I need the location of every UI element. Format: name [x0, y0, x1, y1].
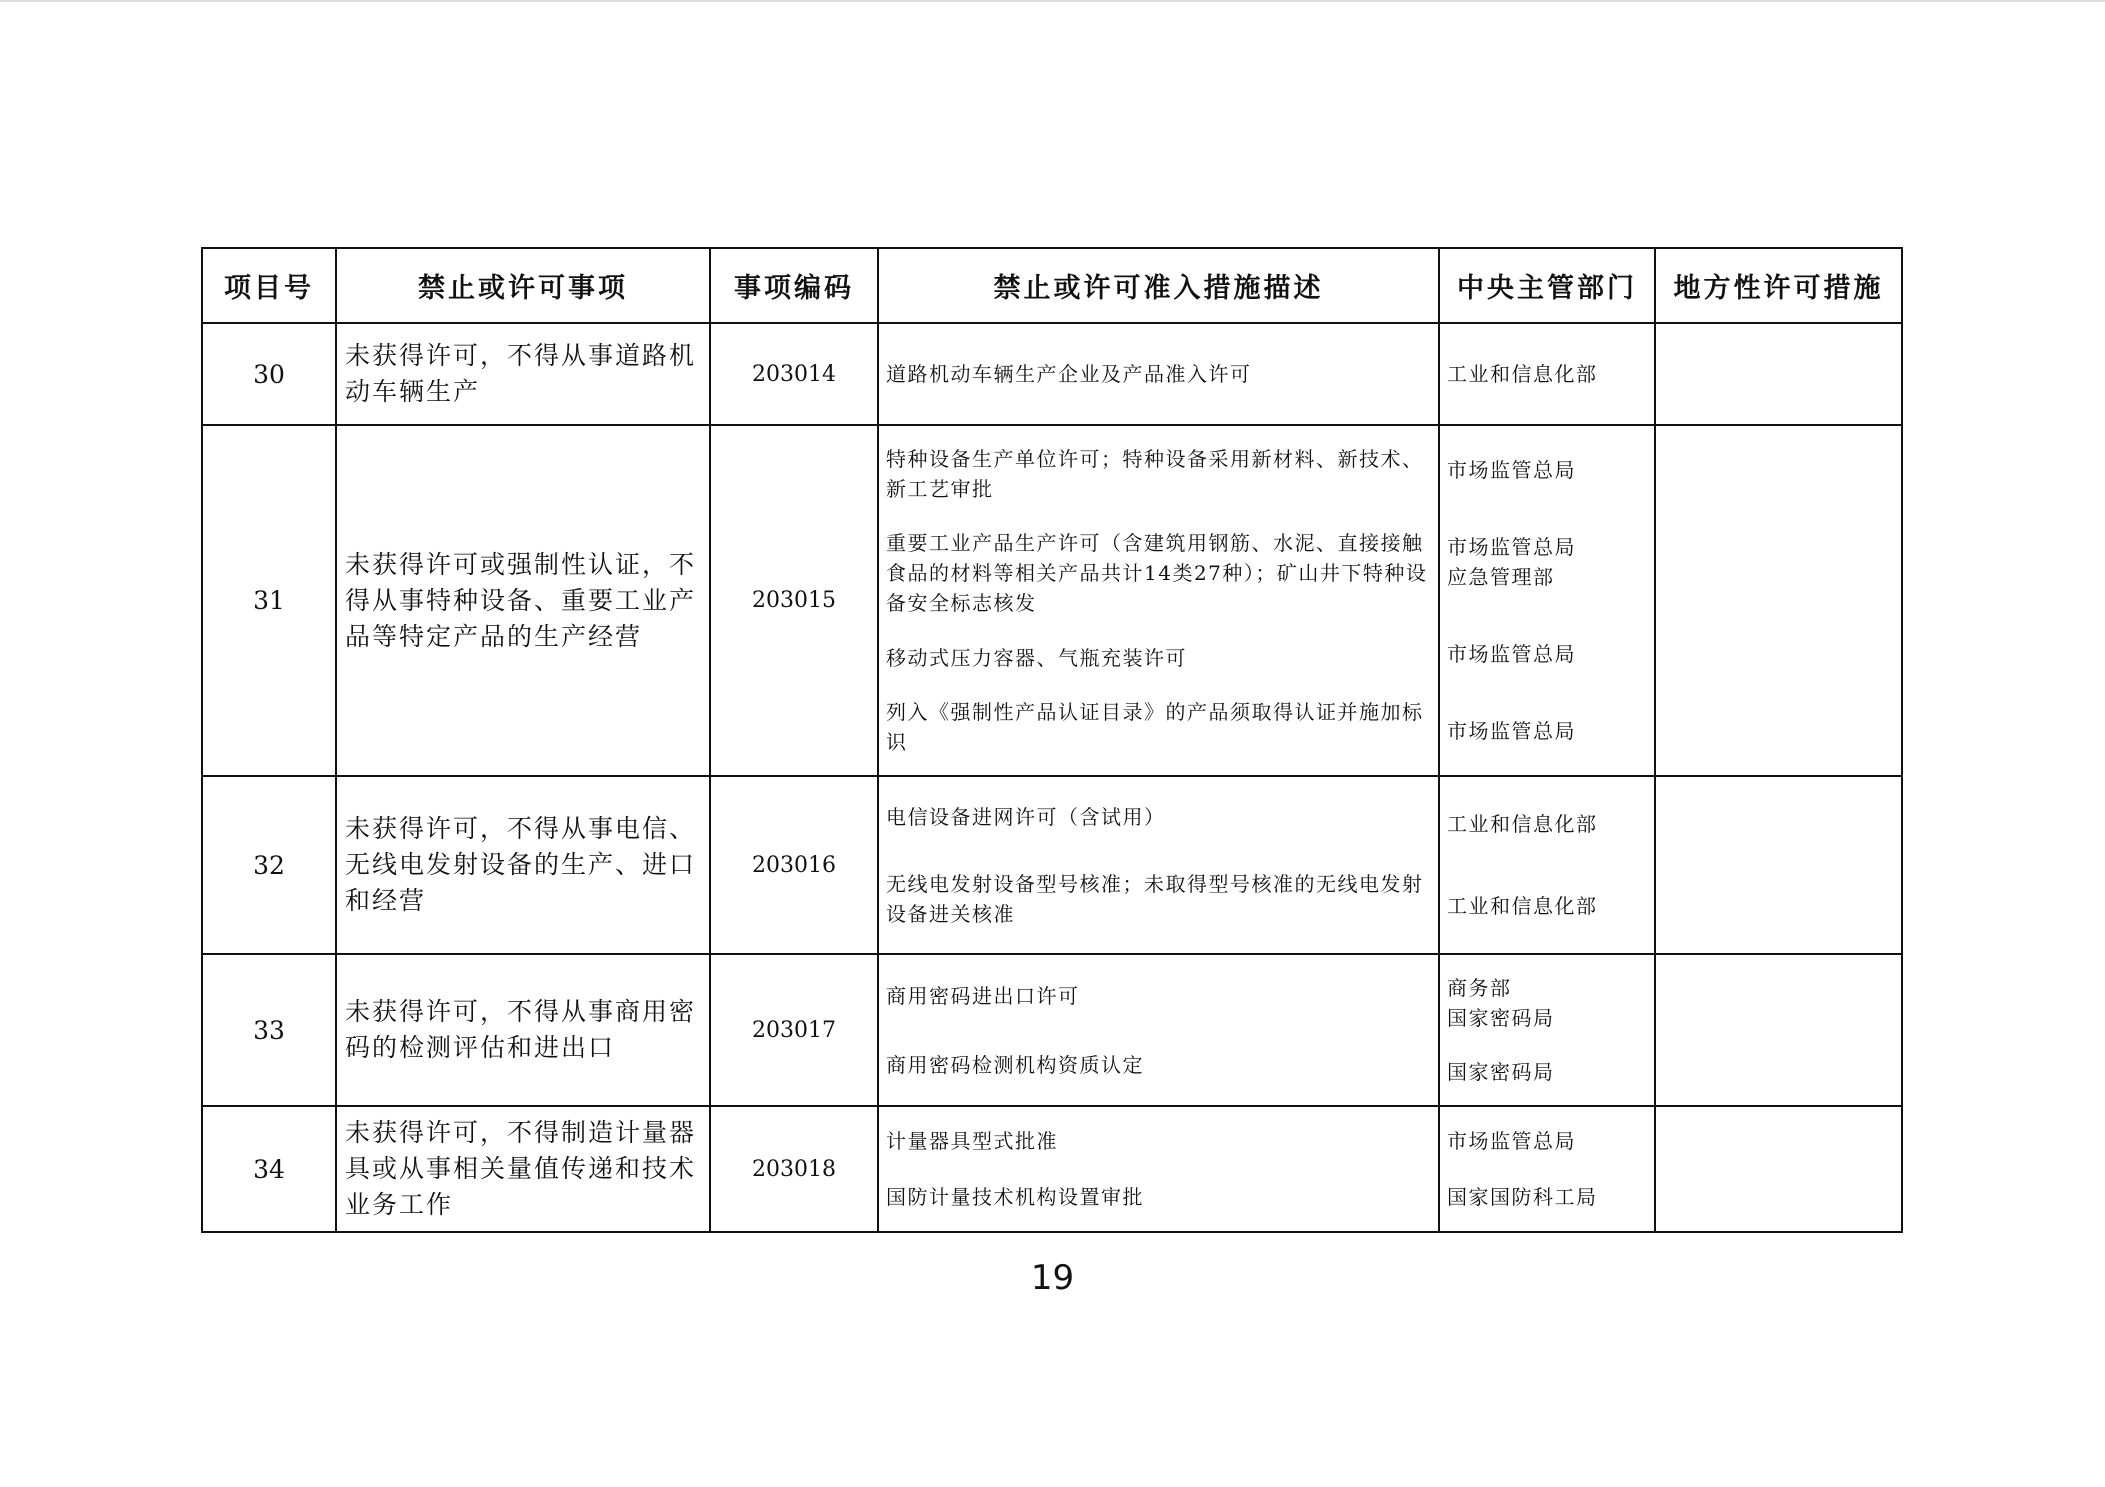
- row-measures: [878, 776, 1439, 954]
- row-item: 未获得许可，不得制造计量器具或从事相关量值传递和技术业务工作: [336, 1106, 710, 1232]
- measure-entry: 道路机动车辆生产企业及产品准入许可: [886, 362, 1252, 386]
- header-measures: 禁止或许可准入措施描述: [878, 248, 1439, 323]
- measure-entry: 列入《强制性产品认证目录》的产品须取得认证并施加标识: [886, 699, 1424, 754]
- row-local-measures: [1655, 776, 1902, 954]
- department-entry: 商务部 国家密码局: [1447, 976, 1555, 1030]
- row-measures: [878, 323, 1439, 425]
- row-item: 未获得许可，不得从事道路机动车辆生产: [336, 323, 710, 425]
- row-number: 33: [202, 954, 336, 1106]
- department-entry: 市场监管总局: [1447, 458, 1576, 483]
- row-code: 203015: [710, 425, 878, 776]
- header-row: [202, 248, 1902, 323]
- measure-entry: 电信设备进网许可（含试用）: [886, 804, 1166, 829]
- measure-entry: 商用密码检测机构资质认定: [886, 1052, 1144, 1077]
- header-local-measures: 地方性许可措施: [1655, 248, 1902, 323]
- header-item: 禁止或许可事项: [336, 248, 710, 323]
- row-code: 203014: [710, 323, 878, 425]
- row-item: 未获得许可，不得从事商用密码的检测评估和进出口: [336, 954, 710, 1106]
- measure-entry: 重要工业产品生产许可（含建筑用钢筋、水泥、直接接触食品的材料等相关产品共计14类27种）；矿山井下特种设备安全标志核发: [886, 531, 1428, 616]
- row-code: 203017: [710, 954, 878, 1106]
- row-departments: [1439, 1106, 1655, 1232]
- department-entry: 国家密码局: [1447, 1060, 1555, 1084]
- department-entry: 国家国防科工局: [1447, 1185, 1598, 1209]
- row-departments: [1439, 776, 1655, 954]
- table-row: [202, 425, 1902, 776]
- top-border-line: [0, 0, 2105, 2]
- department-entry: 市场监管总局 应急管理部: [1447, 535, 1576, 590]
- measure-entry: 无线电发射设备型号核准；未取得型号核准的无线电发射设备进关核准: [886, 871, 1424, 926]
- header-item-number: 项目号: [202, 248, 336, 323]
- row-item: 未获得许可或强制性认证，不得从事特种设备、重要工业产品等特定产品的生产经营: [336, 425, 710, 776]
- row-item: 未获得许可，不得从事电信、无线电发射设备的生产、进口和经营: [336, 776, 710, 954]
- department-entry: 市场监管总局: [1447, 718, 1576, 743]
- table-row: [202, 1106, 1902, 1232]
- measure-entry: 特种设备生产单位许可；特种设备采用新材料、新技术、新工艺审批: [886, 447, 1424, 502]
- row-code: 203016: [710, 776, 878, 954]
- row-measures: [878, 425, 1439, 776]
- row-measures: [878, 1106, 1439, 1232]
- row-code: 203018: [710, 1106, 878, 1232]
- department-entry: 工业和信息化部: [1447, 812, 1598, 836]
- row-number: 34: [202, 1106, 336, 1232]
- row-local-measures: [1655, 954, 1902, 1106]
- row-departments: [1439, 425, 1655, 776]
- row-departments: [1439, 323, 1655, 425]
- department-entry: 工业和信息化部: [1447, 362, 1598, 386]
- measure-entry: 国防计量技术机构设置审批: [886, 1185, 1144, 1209]
- row-number: 31: [202, 425, 336, 776]
- measure-entry: 计量器具型式批准: [886, 1129, 1058, 1153]
- table-row: [202, 776, 1902, 954]
- row-measures: [878, 954, 1439, 1106]
- department-entry: 工业和信息化部: [1447, 894, 1598, 918]
- table-row: [202, 323, 1902, 425]
- row-number: 30: [202, 323, 336, 425]
- row-local-measures: [1655, 323, 1902, 425]
- department-entry: 市场监管总局: [1447, 1129, 1576, 1153]
- table-row: [202, 954, 1902, 1106]
- page-number: 19: [1030, 1258, 1075, 1298]
- measure-entry: 移动式压力容器、气瓶充装许可: [886, 645, 1187, 670]
- permit-table: [201, 247, 1903, 1233]
- department-entry: 市场监管总局: [1447, 641, 1576, 666]
- header-code: 事项编码: [710, 248, 878, 323]
- row-number: 32: [202, 776, 336, 954]
- row-local-measures: [1655, 1106, 1902, 1232]
- row-local-measures: [1655, 425, 1902, 776]
- row-departments: [1439, 954, 1655, 1106]
- header-department: 中央主管部门: [1439, 248, 1655, 323]
- measure-entry: 商用密码进出口许可: [886, 983, 1080, 1008]
